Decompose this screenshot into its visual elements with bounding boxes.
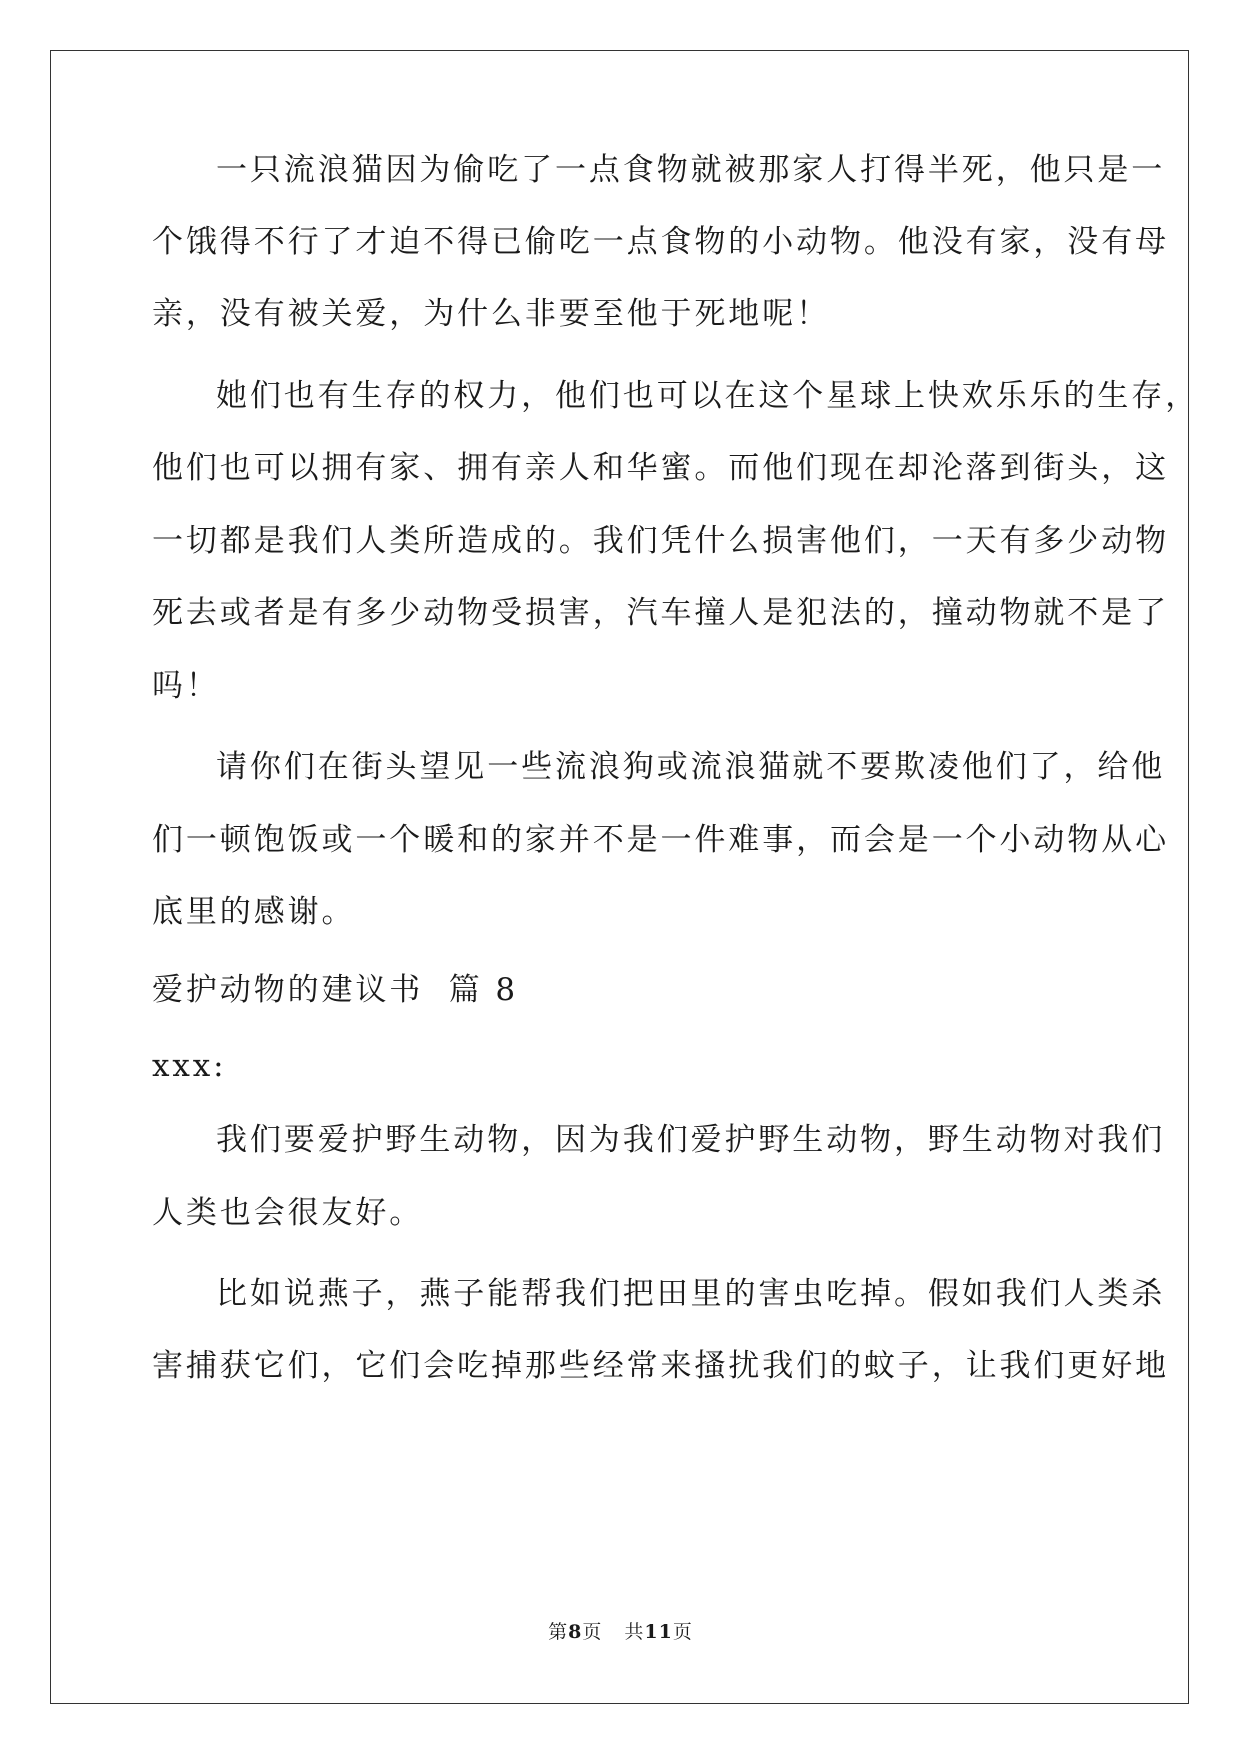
paragraph-4-line-2: 人类也会很友好。 — [152, 1195, 424, 1231]
current-page-number: 8 — [568, 1621, 583, 1643]
paragraph-2-line-1: 她们也有生存的权力，他们也可以在这个星球上快欢乐乐的生存， — [216, 378, 1200, 414]
paragraph-2-line-5: 吗！ — [152, 668, 220, 704]
total-pages-number: 11 — [644, 1621, 673, 1643]
total-suffix: 页 — [672, 1621, 693, 1643]
page-footer — [0, 1617, 1241, 1644]
paragraph-2-line-4: 死去或者是有多少动物受损害，汽车撞人是犯法的，撞动物就不是了 — [152, 595, 1169, 631]
paragraph-2-line-3: 一切都是我们人类所造成的。我们凭什么损害他们，一天有多少动物 — [152, 523, 1169, 559]
paragraph-3-line-3: 底里的感谢。 — [152, 894, 356, 930]
paragraph-1-line-3: 亲，没有被关爱，为什么非要至他于死地呢！ — [152, 296, 830, 332]
section-heading: 爱护动物的建议书 篇 8 — [152, 972, 518, 1008]
paragraph-3-line-2: 们一顿饱饭或一个暖和的家并不是一件难事，而会是一个小动物从心 — [152, 822, 1169, 858]
paragraph-1-line-2: 个饿得不行了才迫不得已偷吃一点食物的小动物。他没有家，没有母 — [152, 224, 1169, 260]
paragraph-3-line-1: 请你们在街头望见一些流浪狗或流浪猫就不要欺凌他们了，给他 — [216, 749, 1166, 785]
salutation: xxx: — [152, 1048, 227, 1084]
total-prefix: 共 — [624, 1621, 645, 1643]
paragraph-5-line-2: 害捕获它们，它们会吃掉那些经常来搔扰我们的蚊子，让我们更好地 — [152, 1348, 1169, 1384]
page-prefix: 第 — [548, 1621, 569, 1643]
page-suffix: 页 — [582, 1621, 603, 1643]
paragraph-4-line-1: 我们要爱护野生动物，因为我们爱护野生动物，野生动物对我们 — [216, 1122, 1166, 1158]
paragraph-2-line-2: 他们也可以拥有家、拥有亲人和华蜜。而他们现在却沦落到街头，这 — [152, 450, 1169, 486]
paragraph-5-line-1: 比如说燕子，燕子能帮我们把田里的害虫吃掉。假如我们人类杀 — [216, 1276, 1166, 1312]
paragraph-1-line-1: 一只流浪猫因为偷吃了一点食物就被那家人打得半死，他只是一 — [216, 152, 1166, 188]
